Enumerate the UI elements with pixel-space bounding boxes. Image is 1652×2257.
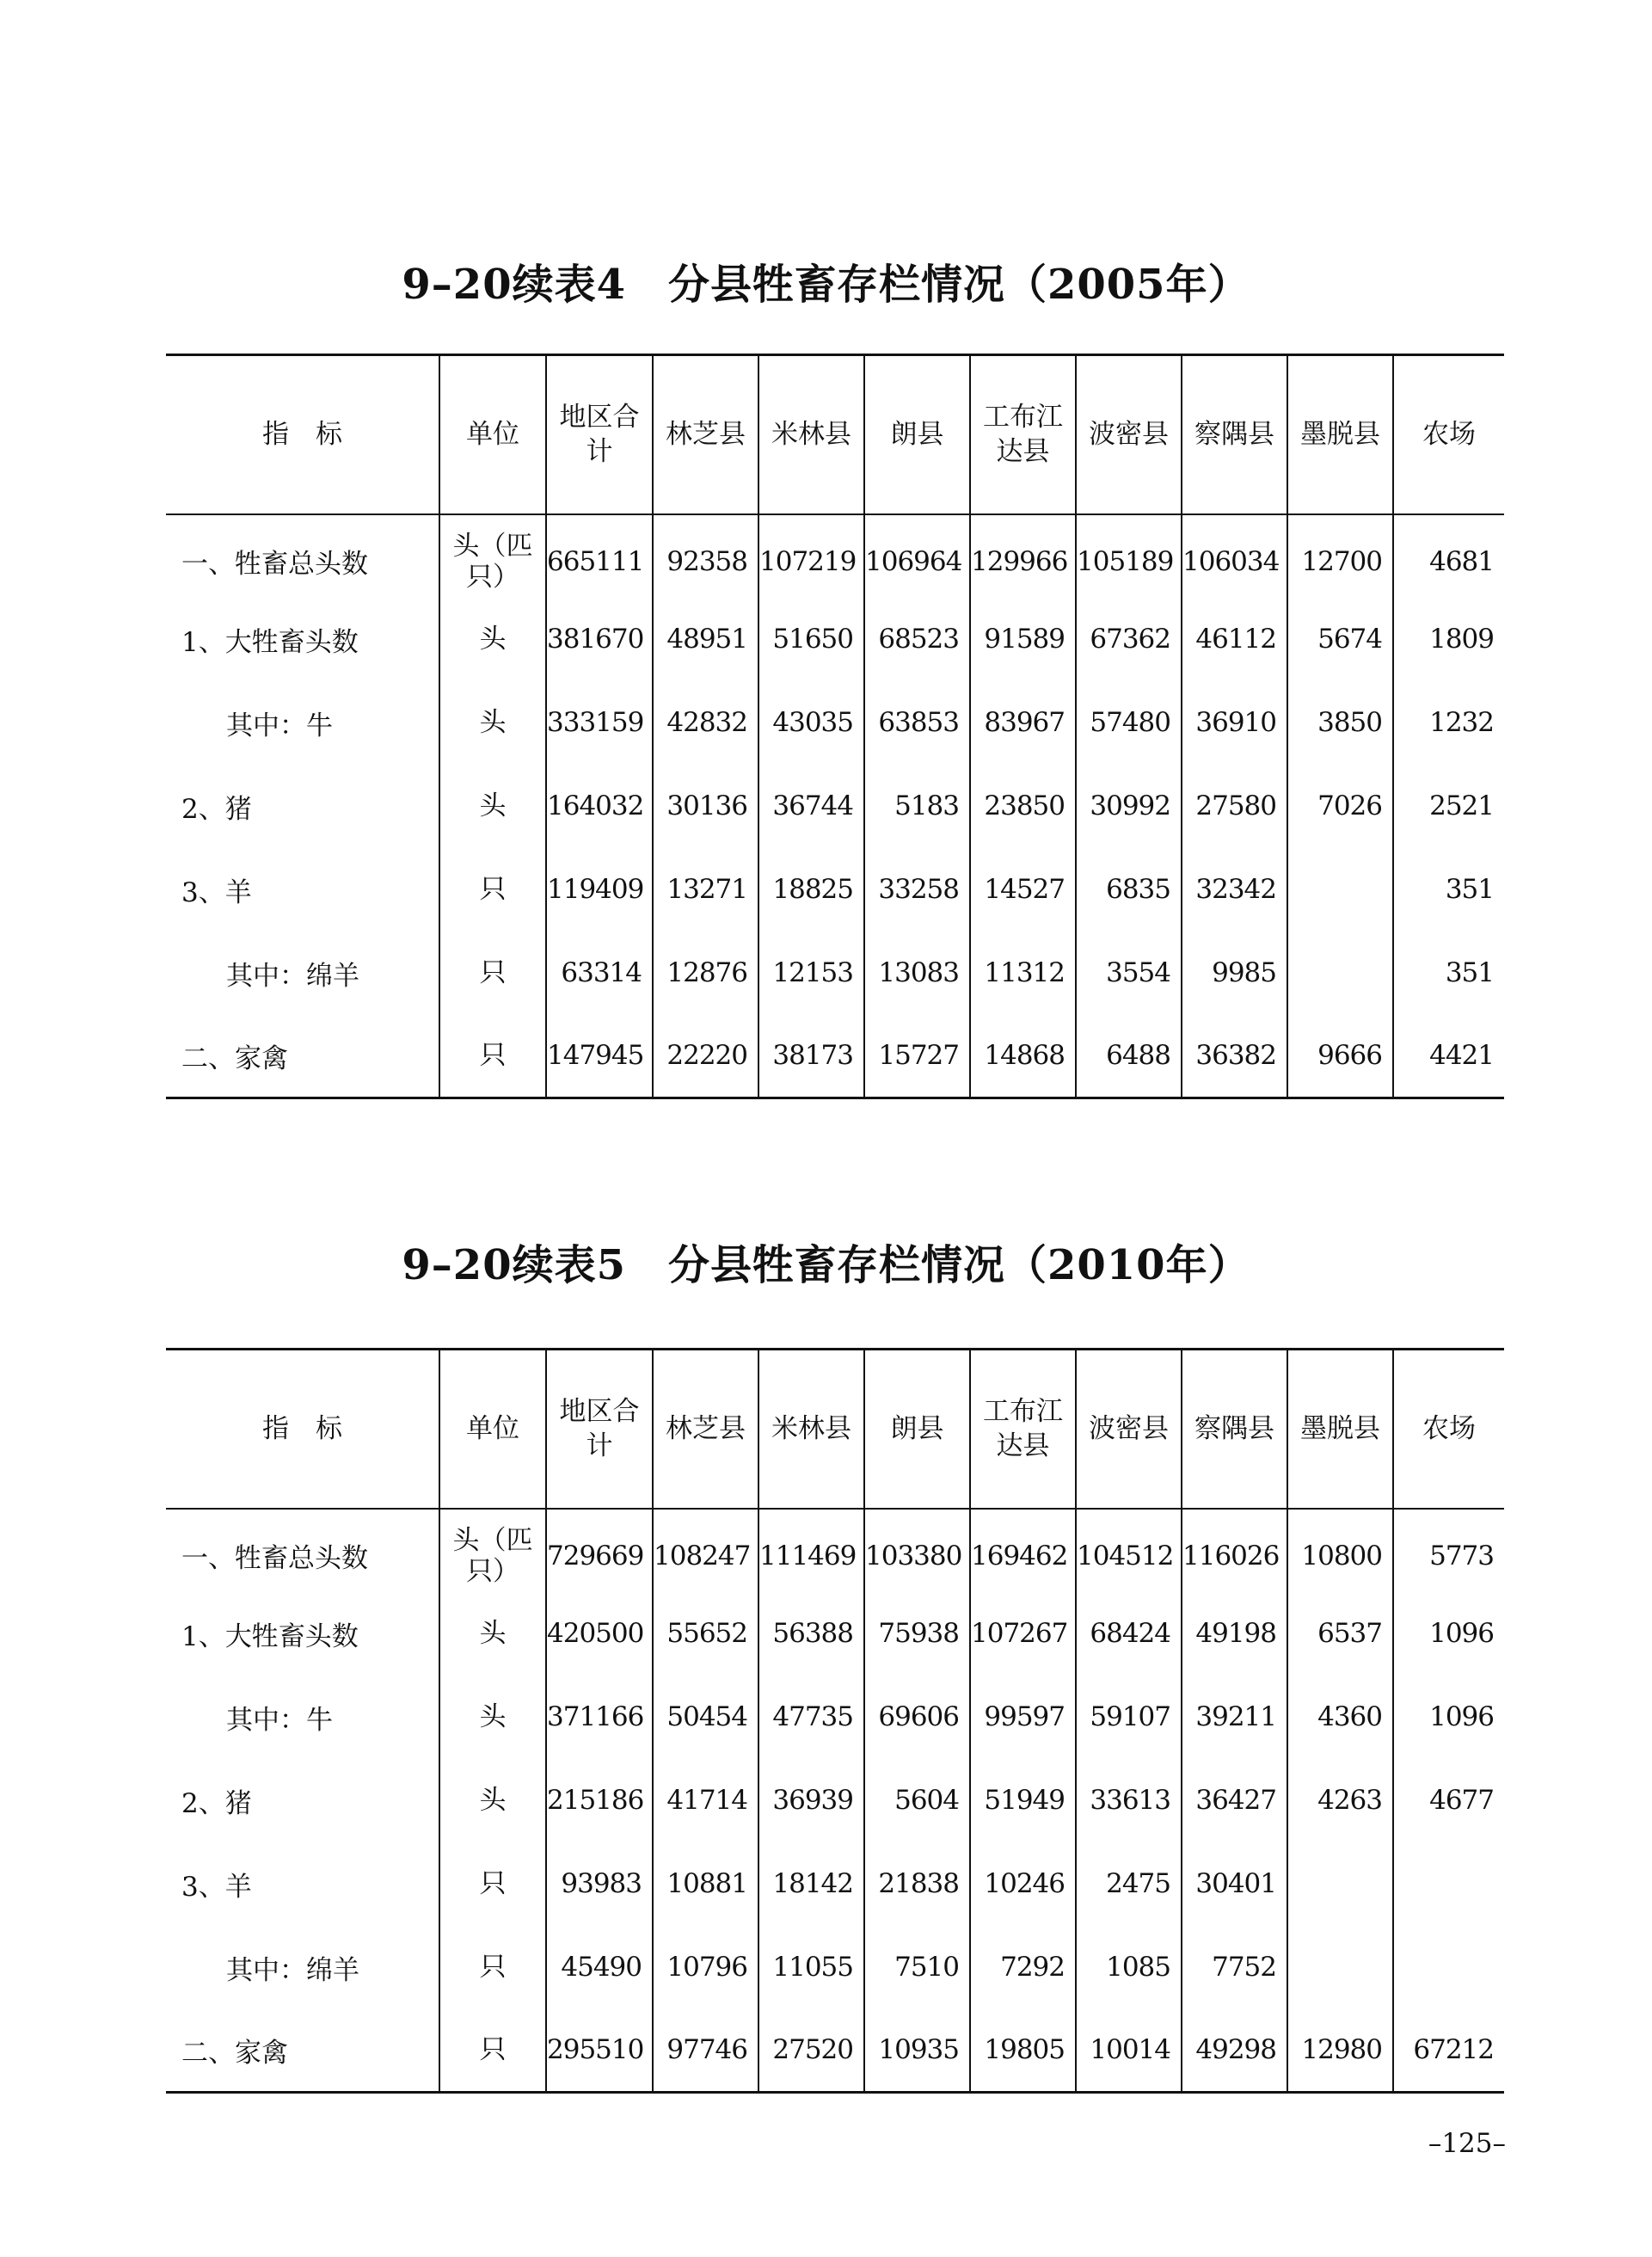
header-gongbo-gyamda: 工布江达县	[970, 355, 1076, 514]
cell-medog: 12700	[1287, 514, 1393, 598]
cell-mainling: 51650	[758, 598, 864, 681]
cell-mainling: 43035	[758, 681, 864, 765]
header-farm: 农场	[1393, 355, 1504, 514]
cell-zayu: 30401	[1182, 1842, 1287, 1926]
cell-gongbo-gyamda: 51949	[970, 1759, 1076, 1842]
table-4-livestock-2005	[166, 354, 1504, 1099]
row-unit: 头	[439, 1592, 546, 1676]
cell-medog: 3850	[1287, 681, 1393, 765]
cell-bomi: 6488	[1076, 1015, 1182, 1098]
header-medog: 墨脱县	[1287, 1350, 1393, 1509]
table-5-livestock-2010	[166, 1348, 1504, 2094]
cell-zayu: 39211	[1182, 1676, 1287, 1759]
cell-bomi: 59107	[1076, 1676, 1182, 1759]
row-indicator: 一、牲畜总头数	[181, 549, 368, 580]
cell-region-total: 729669	[546, 1509, 653, 1592]
row-indicator: 3、羊	[181, 876, 252, 908]
table-row	[166, 932, 1504, 1015]
cell-region-total: 371166	[546, 1676, 653, 1759]
cell-zayu: 116026	[1182, 1509, 1287, 1592]
table-row	[166, 1926, 1504, 2009]
cell-farm: 4677	[1393, 1759, 1504, 1842]
cell-zayu: 49298	[1182, 2009, 1287, 2093]
cell-farm: 4681	[1393, 514, 1504, 598]
cell-bomi: 105189	[1076, 514, 1182, 598]
header-nang: 朗县	[864, 1350, 970, 1509]
cell-gongbo-gyamda: 11312	[970, 932, 1076, 1015]
cell-bomi: 6835	[1076, 848, 1182, 932]
table-4-title: 9–20续表4 分县牲畜存栏情况（2005年）	[402, 261, 1250, 309]
cell-gongbo-gyamda: 107267	[970, 1592, 1076, 1676]
cell-medog: 10800	[1287, 1509, 1393, 1592]
table-row	[166, 765, 1504, 848]
table-row	[166, 1592, 1504, 1676]
cell-nyingchi: 12876	[653, 932, 758, 1015]
row-unit: 只	[439, 2009, 546, 2093]
cell-nyingchi: 55652	[653, 1592, 758, 1676]
cell-gongbo-gyamda: 83967	[970, 681, 1076, 765]
cell-zayu: 36382	[1182, 1015, 1287, 1098]
cell-gongbo-gyamda: 10246	[970, 1842, 1076, 1926]
cell-bomi: 33613	[1076, 1759, 1182, 1842]
cell-nang: 21838	[864, 1842, 970, 1926]
cell-region-total: 420500	[546, 1592, 653, 1676]
cell-farm: 1096	[1393, 1676, 1504, 1759]
cell-farm: 1232	[1393, 681, 1504, 765]
cell-medog: 5674	[1287, 598, 1393, 681]
header-indicator: 指 标	[166, 1350, 439, 1509]
cell-nyingchi: 42832	[653, 681, 758, 765]
header-unit: 单位	[439, 355, 546, 514]
cell-medog: 6537	[1287, 1592, 1393, 1676]
header-mainling: 米林县	[758, 1350, 864, 1509]
cell-nang: 33258	[864, 848, 970, 932]
cell-nyingchi: 97746	[653, 2009, 758, 2093]
table-row	[166, 848, 1504, 932]
cell-gongbo-gyamda: 14868	[970, 1015, 1076, 1098]
cell-nang: 5604	[864, 1759, 970, 1842]
row-indicator: 1、大牲畜头数	[181, 1620, 359, 1652]
cell-zayu: 36910	[1182, 681, 1287, 765]
cell-nang: 7510	[864, 1926, 970, 2009]
cell-mainling: 12153	[758, 932, 864, 1015]
header-region-total: 地区合计	[546, 1350, 653, 1509]
cell-medog	[1287, 848, 1393, 932]
header-nang: 朗县	[864, 355, 970, 514]
cell-bomi: 67362	[1076, 598, 1182, 681]
cell-nang: 10935	[864, 2009, 970, 2093]
table-5-title: 9–20续表5 分县牲畜存栏情况（2010年）	[402, 1241, 1250, 1289]
cell-nyingchi: 92358	[653, 514, 758, 598]
cell-nang: 75938	[864, 1592, 970, 1676]
cell-nyingchi: 22220	[653, 1015, 758, 1098]
cell-gongbo-gyamda: 19805	[970, 2009, 1076, 2093]
cell-farm: 351	[1393, 932, 1504, 1015]
cell-bomi: 68424	[1076, 1592, 1182, 1676]
cell-farm: 1809	[1393, 598, 1504, 681]
row-unit: 只	[439, 1926, 546, 2009]
header-region-total: 地区合计	[546, 355, 653, 514]
cell-bomi: 104512	[1076, 1509, 1182, 1592]
cell-medog	[1287, 932, 1393, 1015]
row-unit: 只	[439, 848, 546, 932]
page-number: –125–	[1428, 2128, 1506, 2159]
cell-mainling: 47735	[758, 1676, 864, 1759]
cell-nyingchi: 50454	[653, 1676, 758, 1759]
row-unit: 头	[439, 681, 546, 765]
cell-nyingchi: 41714	[653, 1759, 758, 1842]
row-indicator: 一、牲畜总头数	[181, 1543, 368, 1574]
row-indicator: 1、大牲畜头数	[181, 626, 359, 658]
row-indicator: 其中：绵羊	[226, 960, 359, 992]
cell-farm: 5773	[1393, 1509, 1504, 1592]
cell-gongbo-gyamda: 129966	[970, 514, 1076, 598]
cell-nyingchi: 108247	[653, 1509, 758, 1592]
header-bomi: 波密县	[1076, 1350, 1182, 1509]
cell-nyingchi: 10881	[653, 1842, 758, 1926]
cell-mainling: 11055	[758, 1926, 864, 2009]
cell-medog: 4360	[1287, 1676, 1393, 1759]
header-nyingchi: 林芝县	[653, 355, 758, 514]
cell-zayu: 9985	[1182, 932, 1287, 1015]
cell-nang: 69606	[864, 1676, 970, 1759]
cell-mainling: 18825	[758, 848, 864, 932]
cell-gongbo-gyamda: 99597	[970, 1676, 1076, 1759]
cell-mainling: 36939	[758, 1759, 864, 1842]
cell-farm	[1393, 1926, 1504, 2009]
cell-region-total: 333159	[546, 681, 653, 765]
cell-bomi: 3554	[1076, 932, 1182, 1015]
row-indicator: 其中：牛	[226, 710, 333, 741]
cell-bomi: 30992	[1076, 765, 1182, 848]
header-row	[166, 1350, 1504, 1509]
cell-bomi: 57480	[1076, 681, 1182, 765]
cell-region-total: 147945	[546, 1015, 653, 1098]
cell-nang: 68523	[864, 598, 970, 681]
cell-gongbo-gyamda: 91589	[970, 598, 1076, 681]
cell-nang: 15727	[864, 1015, 970, 1098]
row-unit: 头	[439, 1676, 546, 1759]
cell-region-total: 295510	[546, 2009, 653, 2093]
header-gongbo-gyamda: 工布江达县	[970, 1350, 1076, 1509]
cell-farm: 1096	[1393, 1592, 1504, 1676]
cell-mainling: 111469	[758, 1509, 864, 1592]
table-row	[166, 2009, 1504, 2093]
cell-mainling: 36744	[758, 765, 864, 848]
cell-gongbo-gyamda: 23850	[970, 765, 1076, 848]
row-unit: 只	[439, 1842, 546, 1926]
header-unit: 单位	[439, 1350, 546, 1509]
cell-nang: 103380	[864, 1509, 970, 1592]
row-indicator: 二、家禽	[166, 2009, 439, 2093]
cell-mainling: 56388	[758, 1592, 864, 1676]
cell-nang: 5183	[864, 765, 970, 848]
cell-mainling: 27520	[758, 2009, 864, 2093]
cell-medog	[1287, 1926, 1393, 2009]
table-row	[166, 514, 1504, 598]
cell-region-total: 45490	[546, 1926, 653, 2009]
cell-nang: 13083	[864, 932, 970, 1015]
header-indicator: 指 标	[166, 355, 439, 514]
cell-region-total: 164032	[546, 765, 653, 848]
cell-gongbo-gyamda: 14527	[970, 848, 1076, 932]
cell-farm: 351	[1393, 848, 1504, 932]
row-indicator: 2、猪	[181, 793, 252, 825]
cell-region-total: 63314	[546, 932, 653, 1015]
row-indicator: 其中：绵羊	[226, 1954, 359, 1986]
cell-bomi: 2475	[1076, 1842, 1182, 1926]
cell-zayu: 49198	[1182, 1592, 1287, 1676]
row-unit: 头	[439, 765, 546, 848]
cell-region-total: 665111	[546, 514, 653, 598]
header-row	[166, 355, 1504, 514]
cell-medog: 9666	[1287, 1015, 1393, 1098]
table-row	[166, 1509, 1504, 1592]
cell-farm: 2521	[1393, 765, 1504, 848]
cell-region-total: 93983	[546, 1842, 653, 1926]
table-row	[166, 1015, 1504, 1098]
cell-gongbo-gyamda: 7292	[970, 1926, 1076, 2009]
header-nyingchi: 林芝县	[653, 1350, 758, 1509]
row-unit: 头（匹只）	[439, 1509, 546, 1592]
cell-farm: 4421	[1393, 1015, 1504, 1098]
cell-region-total: 119409	[546, 848, 653, 932]
cell-gongbo-gyamda: 169462	[970, 1509, 1076, 1592]
cell-medog: 12980	[1287, 2009, 1393, 2093]
header-mainling: 米林县	[758, 355, 864, 514]
table-row	[166, 1759, 1504, 1842]
cell-nang: 63853	[864, 681, 970, 765]
table-row	[166, 1676, 1504, 1759]
row-indicator: 3、羊	[181, 1871, 252, 1903]
table-row	[166, 1842, 1504, 1926]
cell-nyingchi: 13271	[653, 848, 758, 932]
row-unit: 头	[439, 598, 546, 681]
row-indicator: 二、家禽	[166, 1015, 439, 1098]
table-row	[166, 598, 1504, 681]
cell-mainling: 107219	[758, 514, 864, 598]
row-unit: 头（匹只）	[439, 514, 546, 598]
cell-mainling: 18142	[758, 1842, 864, 1926]
header-bomi: 波密县	[1076, 355, 1182, 514]
cell-medog: 7026	[1287, 765, 1393, 848]
cell-nang: 106964	[864, 514, 970, 598]
table-row	[166, 681, 1504, 765]
header-medog: 墨脱县	[1287, 355, 1393, 514]
cell-zayu: 27580	[1182, 765, 1287, 848]
cell-zayu: 46112	[1182, 598, 1287, 681]
cell-zayu: 32342	[1182, 848, 1287, 932]
cell-nyingchi: 10796	[653, 1926, 758, 2009]
header-farm: 农场	[1393, 1350, 1504, 1509]
cell-farm: 67212	[1393, 2009, 1504, 2093]
cell-nyingchi: 48951	[653, 598, 758, 681]
cell-medog	[1287, 1842, 1393, 1926]
cell-region-total: 215186	[546, 1759, 653, 1842]
cell-farm	[1393, 1842, 1504, 1926]
row-indicator: 其中：牛	[226, 1704, 333, 1736]
cell-nyingchi: 30136	[653, 765, 758, 848]
cell-bomi: 10014	[1076, 2009, 1182, 2093]
header-zayu: 察隅县	[1182, 1350, 1287, 1509]
cell-zayu: 106034	[1182, 514, 1287, 598]
cell-bomi: 1085	[1076, 1926, 1182, 2009]
cell-region-total: 381670	[546, 598, 653, 681]
cell-medog: 4263	[1287, 1759, 1393, 1842]
row-unit: 头	[439, 1759, 546, 1842]
row-unit: 只	[439, 932, 546, 1015]
cell-mainling: 38173	[758, 1015, 864, 1098]
cell-zayu: 7752	[1182, 1926, 1287, 2009]
row-unit: 只	[439, 1015, 546, 1098]
cell-zayu: 36427	[1182, 1759, 1287, 1842]
header-zayu: 察隅县	[1182, 355, 1287, 514]
row-indicator: 2、猪	[181, 1787, 252, 1819]
